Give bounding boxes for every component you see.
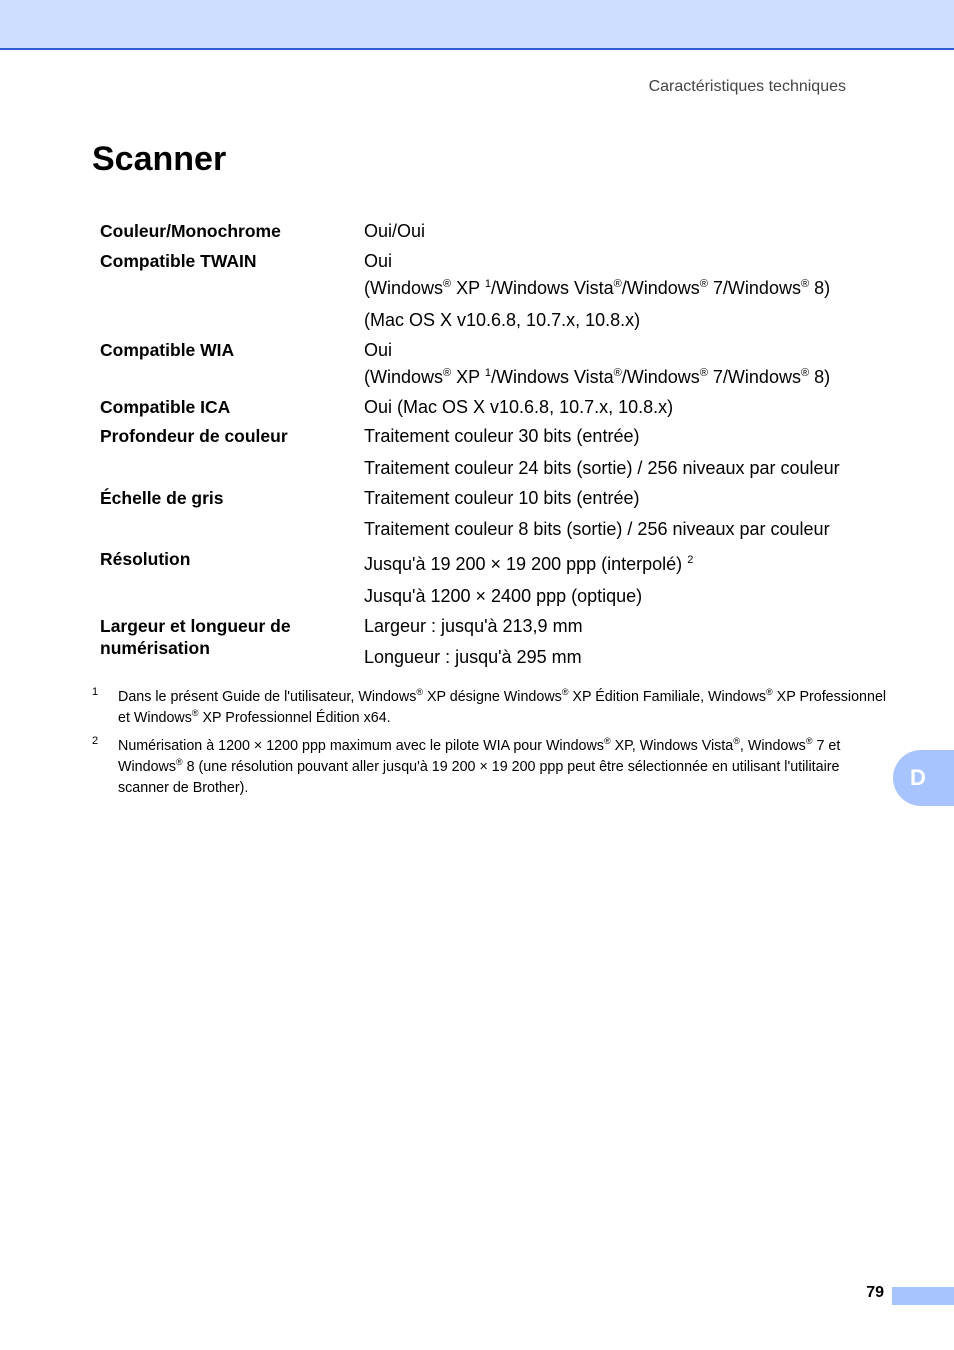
spec-value-scan-length: Longueur : jusqu'à 295 mm xyxy=(364,647,582,667)
spec-value-wia-1: Oui xyxy=(364,340,393,360)
spec-value-scan-width: Largeur : jusqu'à 213,9 mm xyxy=(364,616,583,636)
spec-value-ica: Oui (Mac OS X v10.6.8, 10.7.x, 10.8.x) xyxy=(364,397,674,417)
chapter-tab: D xyxy=(893,750,954,806)
page-number: 79 xyxy=(866,1284,884,1301)
spec-label-ica: Compatible ICA xyxy=(100,397,231,417)
spec-label-twain: Compatible TWAIN xyxy=(100,251,257,271)
footnote-mark-2: 2 xyxy=(92,735,99,747)
header-band xyxy=(0,0,954,50)
footer-bar xyxy=(892,1287,954,1305)
footnote-mark-1: 1 xyxy=(92,686,99,698)
spec-value-resolution-1: Jusqu'à 19 200 × 19 200 ppp (interpolé) $^2$ xyxy=(364,554,694,574)
spec-value-grayscale-1: Traitement couleur 10 bits (entrée) xyxy=(364,488,640,508)
page-title: Scanner xyxy=(92,140,227,178)
spec-value-color-mono: Oui/Oui xyxy=(364,221,426,241)
spec-value-twain-3: (Mac OS X v10.6.8, 10.7.x, 10.8.x) xyxy=(364,310,641,330)
spec-value-color-depth-1: Traitement couleur 30 bits (entrée) xyxy=(364,426,640,446)
footnote-1: Dans le présent Guide de l'utilisateur, Windows® XP désigne Windows® XP Édition Familiale, Windows® XP Professionnel et Windows® XP Professionnel Édition x64. xyxy=(118,687,887,726)
spec-label-grayscale: Échelle de gris xyxy=(100,488,224,508)
spec-label-scan-size: Largeur et longueur de numérisation xyxy=(100,616,291,658)
spec-value-wia-2: (Windows® XP $^1$/Windows Vista®/Windows® 7/Windows® 8) xyxy=(364,367,831,387)
spec-label-wia: Compatible WIA xyxy=(100,340,235,360)
spec-value-twain-2: (Windows® XP $^1$/Windows Vista®/Windows® 7/Windows® 8) xyxy=(364,278,831,298)
spec-label-color-mono: Couleur/Monochrome xyxy=(100,221,281,241)
running-header: Caractéristiques techniques xyxy=(648,78,846,95)
spec-value-color-depth-2: Traitement couleur 24 bits (sortie) / 256 niveaux par couleur xyxy=(364,458,840,478)
spec-label-color-depth: Profondeur de couleur xyxy=(100,426,288,446)
spec-value-twain-1: Oui xyxy=(364,251,393,271)
footnote-2: Numérisation à 1200 × 1200 ppp maximum avec le pilote WIA pour Windows® XP, Windows Vista®, Windows® 7 et Windows® 8 (une résolution pouvant aller jusqu'à 19 200 × 19 200 ppp peut être sélectionnée en utilisant l'utilitaire scanner de Brother). xyxy=(118,736,841,796)
spec-value-resolution-2: Jusqu'à 1200 × 2400 ppp (optique) xyxy=(364,586,643,606)
spec-label-resolution: Résolution xyxy=(100,549,191,569)
spec-value-grayscale-2: Traitement couleur 8 bits (sortie) / 256 niveaux par couleur xyxy=(364,519,830,539)
